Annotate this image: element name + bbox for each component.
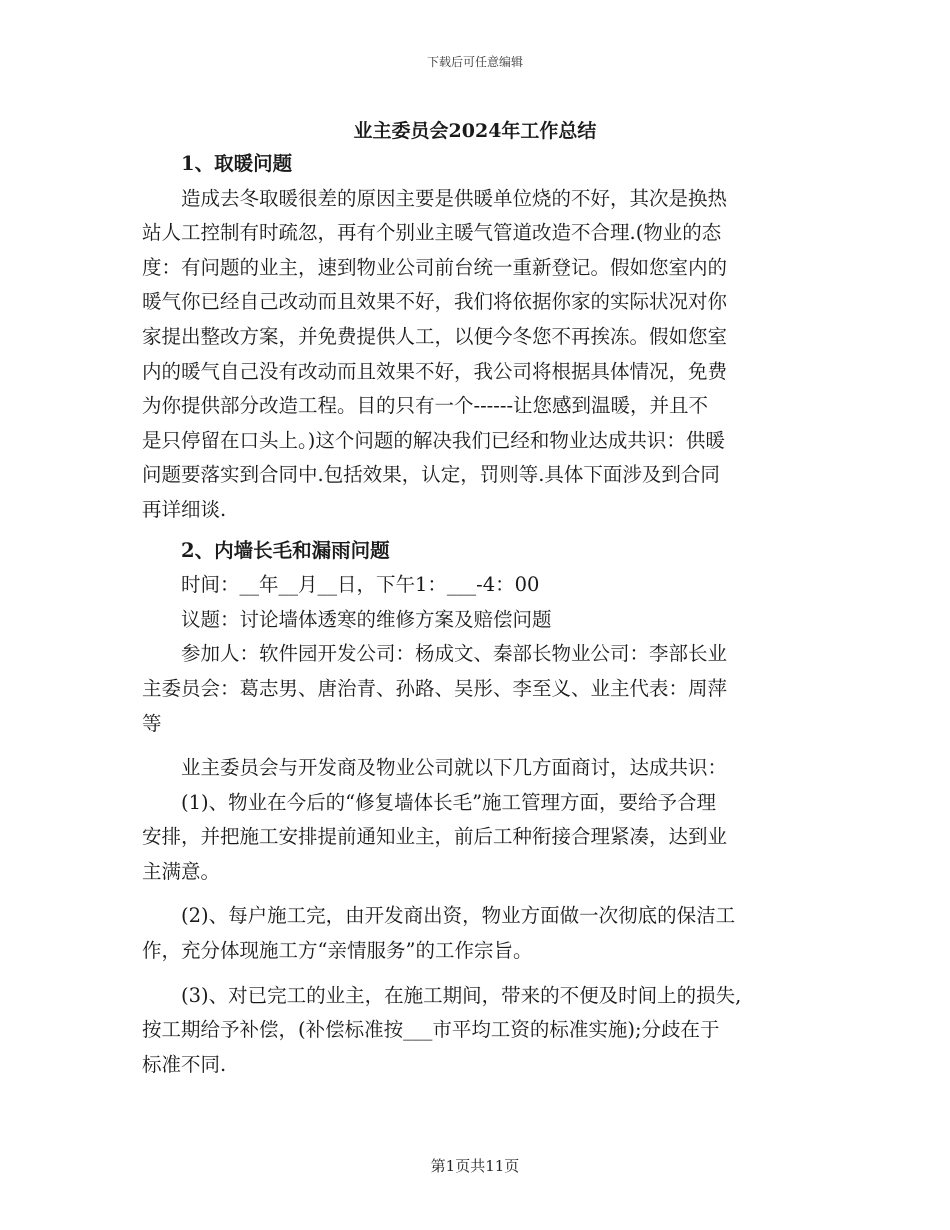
meeting-intro: 业主委员会与开发商及物业公司就以下几方面商讨，达成共识：: [181, 756, 728, 780]
agreement-item-2: [142, 899, 810, 968]
page-number: 第1页共11页: [430, 1157, 520, 1175]
text-line: 主满意。: [142, 859, 221, 883]
text-line: 家提出整改方案，并免费提供人工，以便今冬您不再挨冻。假如您室: [142, 324, 728, 348]
document-title: 业主委员会2024年工作总结: [353, 120, 597, 142]
text-line: 度：有问题的业主，速到物业公司前台统一重新登记。假如您室内的: [142, 255, 728, 279]
text-line: 再详细谈.: [142, 497, 227, 521]
paragraph-heating: [142, 182, 810, 528]
text-line: 安排，并把施工安排提前通知业主，前后工种衔接合理紧凑，达到业: [142, 825, 728, 849]
section-heading-heating: 1、取暖问题: [181, 152, 293, 175]
meeting-attendees: [142, 637, 810, 741]
header-note: 下载后可任意编辑: [426, 55, 523, 69]
text-line: 是只停留在口头上。)这个问题的解决我们已经和物业达成共识：供暖: [142, 428, 725, 452]
agreement-item-3: [142, 979, 810, 1083]
agreement-item-1: [142, 786, 810, 890]
meeting-topic: 议题：讨论墙体透寒的维修方案及赔偿问题: [181, 607, 552, 631]
text-line: 等: [142, 711, 162, 735]
text-line: 主委员会：葛志男、唐治青、孙路、吴彤、李至义、业主代表：周萍: [142, 676, 728, 700]
text-line: 按工期给予补偿，(补偿标准按___市平均工资的标准实施);分歧在于: [142, 1018, 720, 1042]
text-line: 参加人：软件园开发公司：杨成文、秦部长物业公司：李部长业: [181, 642, 728, 666]
text-line: 问题要落实到合同中.包括效果，认定，罚则等.具体下面涉及到合同: [142, 463, 720, 487]
text-line: 暖气你已经自己改动而且效果不好，我们将依据你家的实际状况对你: [142, 290, 728, 314]
document-body: [142, 147, 810, 1082]
text-line: 站人工控制有时疏忽，再有个别业主暖气管道改造不合理.(物业的态: [142, 221, 722, 245]
text-line: 为你提供部分改造工程。目的只有一个------让您感到温暖，并且不: [142, 394, 709, 418]
text-line: 内的暖气自己没有改动而且效果不好，我公司将根据具体情况，免费: [142, 359, 728, 383]
text-line: 作，充分体现施工方“亲情服务”的工作宗旨。: [142, 939, 533, 963]
text-line: (3)、对已完工的业主，在施工期间，带来的不便及时间上的损失,: [181, 983, 742, 1007]
text-line: 标准不同.: [142, 1052, 227, 1076]
section-heading-wall: 2、内墙长毛和漏雨问题: [181, 538, 390, 562]
text-line: 造成去冬取暖很差的原因主要是供暖单位烧的不好，其次是换热: [181, 186, 728, 210]
text-line: (1)、物业在今后的“修复墙体长毛”施工管理方面，要给予合理: [181, 790, 717, 814]
text-line: (2)、每户施工完，由开发商出资，物业方面做一次彻底的保洁工: [181, 904, 736, 928]
meeting-time: 时间：__年__月__日，下午1：___-4：00: [181, 573, 540, 597]
